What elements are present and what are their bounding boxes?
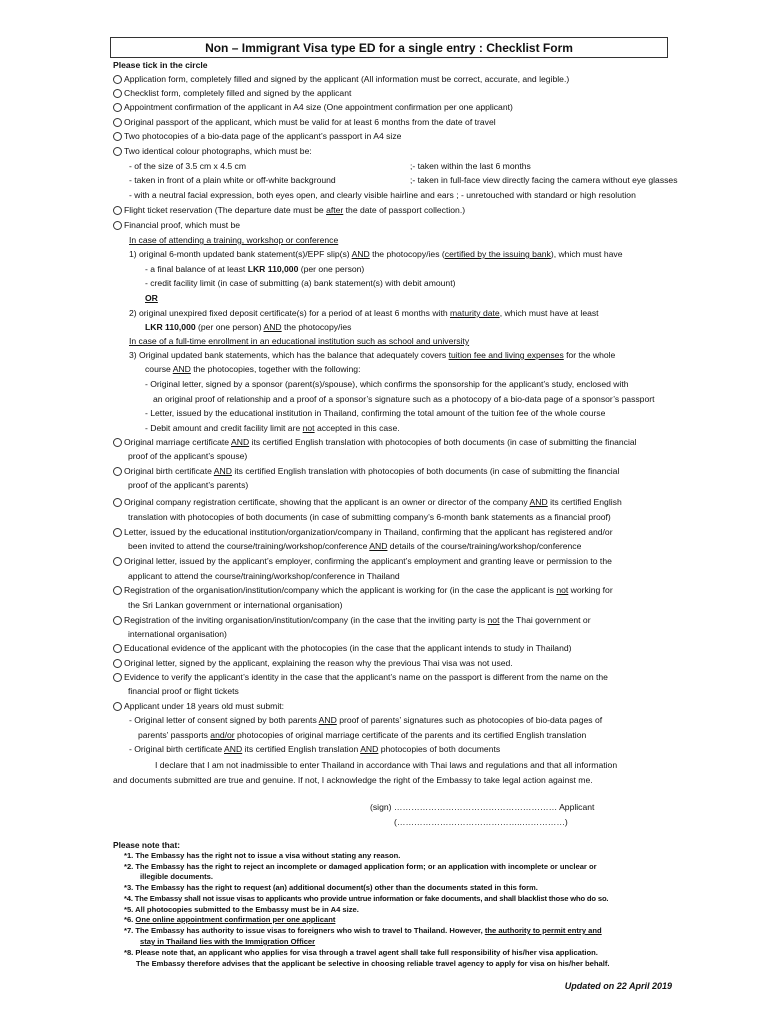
financial-detail: course AND the photocopies, together with the following:	[145, 364, 361, 374]
note-item: *4. The Embassy shall not issue visas to applicants who provide untrue information or fake documents, and shall blacklist those who do so.	[124, 894, 609, 903]
tick-circle[interactable]	[113, 132, 122, 141]
checklist-item: Two identical colour photographs, which must be:	[113, 146, 312, 157]
financial-detail: an original proof of relationship and a proof of a sponsor’s signature such as a photocopy of a bio-data page of a sponsor’s passport	[153, 394, 655, 404]
checklist-item: Original letter, signed by the applicant, explaining the reason why the previous Thai visa was not used.	[113, 658, 513, 669]
checklist-item: Flight ticket reservation (The departure date must be after the date of passport collection.)	[113, 205, 465, 216]
note-item: *6. One online appointment confirmation per one applicant	[124, 915, 336, 924]
minor-requirement: - Original birth certificate AND its certified English translation AND photocopies of both documents	[129, 744, 501, 754]
note-item: *5. All photocopies submitted to the Embassy must be in A4 size.	[124, 905, 359, 914]
checklist-item: Original marriage certificate AND its certified English translation with photocopies of both documents (in case of submitting the financial	[113, 437, 637, 448]
checklist-item-cont: proof of the applicant’s parents)	[128, 480, 249, 490]
checklist-item-cont: international organisation)	[128, 629, 227, 639]
financial-detail: - Letter, issued by the educational institution in Thailand, confirming the total amount of the tuition fee of the whole course	[145, 408, 606, 418]
tick-circle[interactable]	[113, 644, 122, 653]
declaration-text: I declare that I am not inadmissible to enter Thailand in accordance with Thai laws and regulations and that all information	[155, 760, 618, 770]
checklist-item: Applicant under 18 years old must submit:	[113, 701, 284, 712]
minor-requirement: parents’ passports and/or photocopies of original marriage certificate of the parents and its certified English translation	[138, 730, 587, 740]
checklist-item: Evidence to verify the applicant’s identity in the case that the applicant’s name on the passport is different from the name on the	[113, 672, 608, 683]
name-line[interactable]: (……………………………………..……………)	[394, 817, 568, 827]
financial-option: 3) Original updated bank statements, which has the balance that adequately covers tuition fee and living expenses for the whole	[129, 350, 616, 360]
financial-detail: LKR 110,000 (per one person) AND the photocopy/ies	[145, 322, 352, 332]
financial-subheading: In case of a full-time enrollment in an educational institution such as school and university	[129, 336, 470, 346]
tick-circle[interactable]	[113, 103, 122, 112]
tick-circle[interactable]	[113, 557, 122, 566]
photo-requirement: ;- taken within the last 6 months	[410, 161, 531, 171]
tick-circle[interactable]	[113, 438, 122, 447]
note-item: The Embassy therefore advises that the applicant be selective in choosing reliable travel agency to apply for visa on his/her behalf.	[136, 959, 610, 968]
checklist-item-cont: applicant to attend the course/training/workshop/conference in Thailand	[128, 571, 400, 581]
tick-circle[interactable]	[113, 206, 122, 215]
or-separator: OR	[145, 293, 158, 303]
note-item: stay in Thailand lies with the Immigration Officer	[140, 937, 316, 946]
checklist-item-cont: proof of the applicant’s spouse)	[128, 451, 248, 461]
tick-circle[interactable]	[113, 118, 122, 127]
note-item: *3. The Embassy has the right to request (an) additional document(s) other than the documents stated in this form.	[124, 883, 538, 892]
photo-requirement: ;- taken in full-face view directly facing the camera without eye glasses	[410, 175, 678, 185]
tick-circle[interactable]	[113, 586, 122, 595]
checklist-item: Original passport of the applicant, which must be valid for at least 6 months from the date of travel	[113, 117, 496, 128]
note-item: *8. Please note that, an applicant who applies for visa through a travel agent shall take full responsibility of his/her visa application.	[124, 948, 598, 957]
financial-option: 2) original unexpired fixed deposit certificate(s) for a period of at least 6 months with maturity date, which must have at least	[129, 308, 599, 318]
financial-subheading: In case of attending a training, workshop or conference	[129, 235, 339, 245]
checklist-item: Original letter, issued by the applicant’s employer, confirming the applicant’s employment and granting leave or permission to the	[113, 556, 612, 567]
tick-circle[interactable]	[113, 702, 122, 711]
tick-circle[interactable]	[113, 498, 122, 507]
checklist-item: Appointment confirmation of the applicant in A4 size (One appointment confirmation per one applicant)	[113, 102, 513, 113]
checklist-item: Two photocopies of a bio-data page of the applicant’s passport in A4 size	[113, 131, 401, 142]
photo-requirement: - of the size of 3.5 cm x 4.5 cm	[129, 161, 247, 171]
signature-line[interactable]: (sign) ………………………………………………… Applicant	[370, 802, 595, 812]
checklist-item: Letter, issued by the educational institution/organization/company in Thailand, confirming that the applicant has registered and/or	[113, 527, 613, 538]
tick-circle[interactable]	[113, 467, 122, 476]
checklist-item: Original birth certificate AND its certified English translation with photocopies of both documents (in case of submitting the financial	[113, 466, 619, 477]
tick-circle[interactable]	[113, 147, 122, 156]
checklist-item-cont: financial proof or flight tickets	[128, 686, 239, 696]
tick-circle[interactable]	[113, 616, 122, 625]
tick-circle[interactable]	[113, 221, 122, 230]
checklist-item: Registration of the inviting organisation/institution/company (in the case that the inviting party is not the Thai government or	[113, 615, 591, 626]
tick-circle[interactable]	[113, 659, 122, 668]
financial-detail: - a final balance of at least LKR 110,000 (per one person)	[145, 264, 365, 274]
financial-detail: - Debit amount and credit facility limit are not accepted in this case.	[145, 423, 400, 433]
checklist-item-cont: translation with photocopies of both documents (in case of submitting company’s 6-month bank statements as a financial proof)	[128, 512, 611, 522]
tick-circle[interactable]	[113, 75, 122, 84]
checklist-item: Original company registration certificate, showing that the applicant is an owner or director of the company AND its certified English	[113, 497, 622, 508]
tick-circle[interactable]	[113, 528, 122, 537]
financial-detail: - credit facility limit (in case of submitting (a) bank statement(s) with debit amount)	[145, 278, 456, 288]
note-item: *2. The Embassy has the right to reject an incomplete or damaged application form; or an application with incomplete or unclear or	[124, 862, 597, 871]
checklist-item: Registration of the organisation/institution/company which the applicant is working for (in the case the applicant is not working for	[113, 585, 613, 596]
minor-requirement: - Original letter of consent signed by both parents AND proof of parents’ signatures such as photocopies of bio-data pages of	[129, 715, 603, 725]
financial-detail: - Original letter, signed by a sponsor (parent(s)/spouse), which confirms the sponsorship for the applicant’s study, enclosed with	[145, 379, 629, 389]
checklist-item: Financial proof, which must be	[113, 220, 240, 231]
tick-circle[interactable]	[113, 89, 122, 98]
checklist-item-cont: the Sri Lankan government or international organisation)	[128, 600, 343, 610]
tick-instruction: Please tick in the circle	[113, 60, 208, 70]
checklist-item: Application form, completely filled and signed by the applicant (All information must be correct, accurate, and legible.)	[113, 74, 569, 85]
financial-option: 1) original 6-month updated bank statement(s)/EPF slip(s) AND the photocopy/ies (certified by the issuing bank), which must have	[129, 249, 623, 259]
form-title: Non – Immigrant Visa type ED for a single entry : Checklist Form	[110, 37, 668, 58]
tick-circle[interactable]	[113, 673, 122, 682]
checklist-item-cont: been invited to attend the course/training/workshop/conference AND details of the course/training/workshop/conference	[128, 541, 582, 551]
photo-requirement: - taken in front of a plain white or off-white background	[129, 175, 336, 185]
checklist-item: Educational evidence of the applicant with the photocopies (in the case that the applicant intends to study in Thailand)	[113, 643, 572, 654]
notes-header: Please note that:	[113, 840, 181, 850]
note-item: *7. The Embassy has authority to issue visas to foreigners who wish to travel to Thailand. However, the authority to permit entry and	[124, 926, 602, 935]
photo-requirement: - with a neutral facial expression, both eyes open, and clearly visible hairline and ears ; - unretouched with standard or high resolution	[129, 190, 636, 200]
note-item: illegible documents.	[140, 872, 213, 881]
updated-date: Updated on 22 April 2019	[564, 981, 672, 991]
note-item: *1. The Embassy has the right not to issue a visa without stating any reason.	[124, 851, 401, 860]
declaration-text: and documents submitted are true and genuine. If not, I acknowledge the right of the Embassy to take legal action against me.	[113, 775, 593, 785]
checklist-item: Checklist form, completely filled and signed by the applicant	[113, 88, 351, 99]
